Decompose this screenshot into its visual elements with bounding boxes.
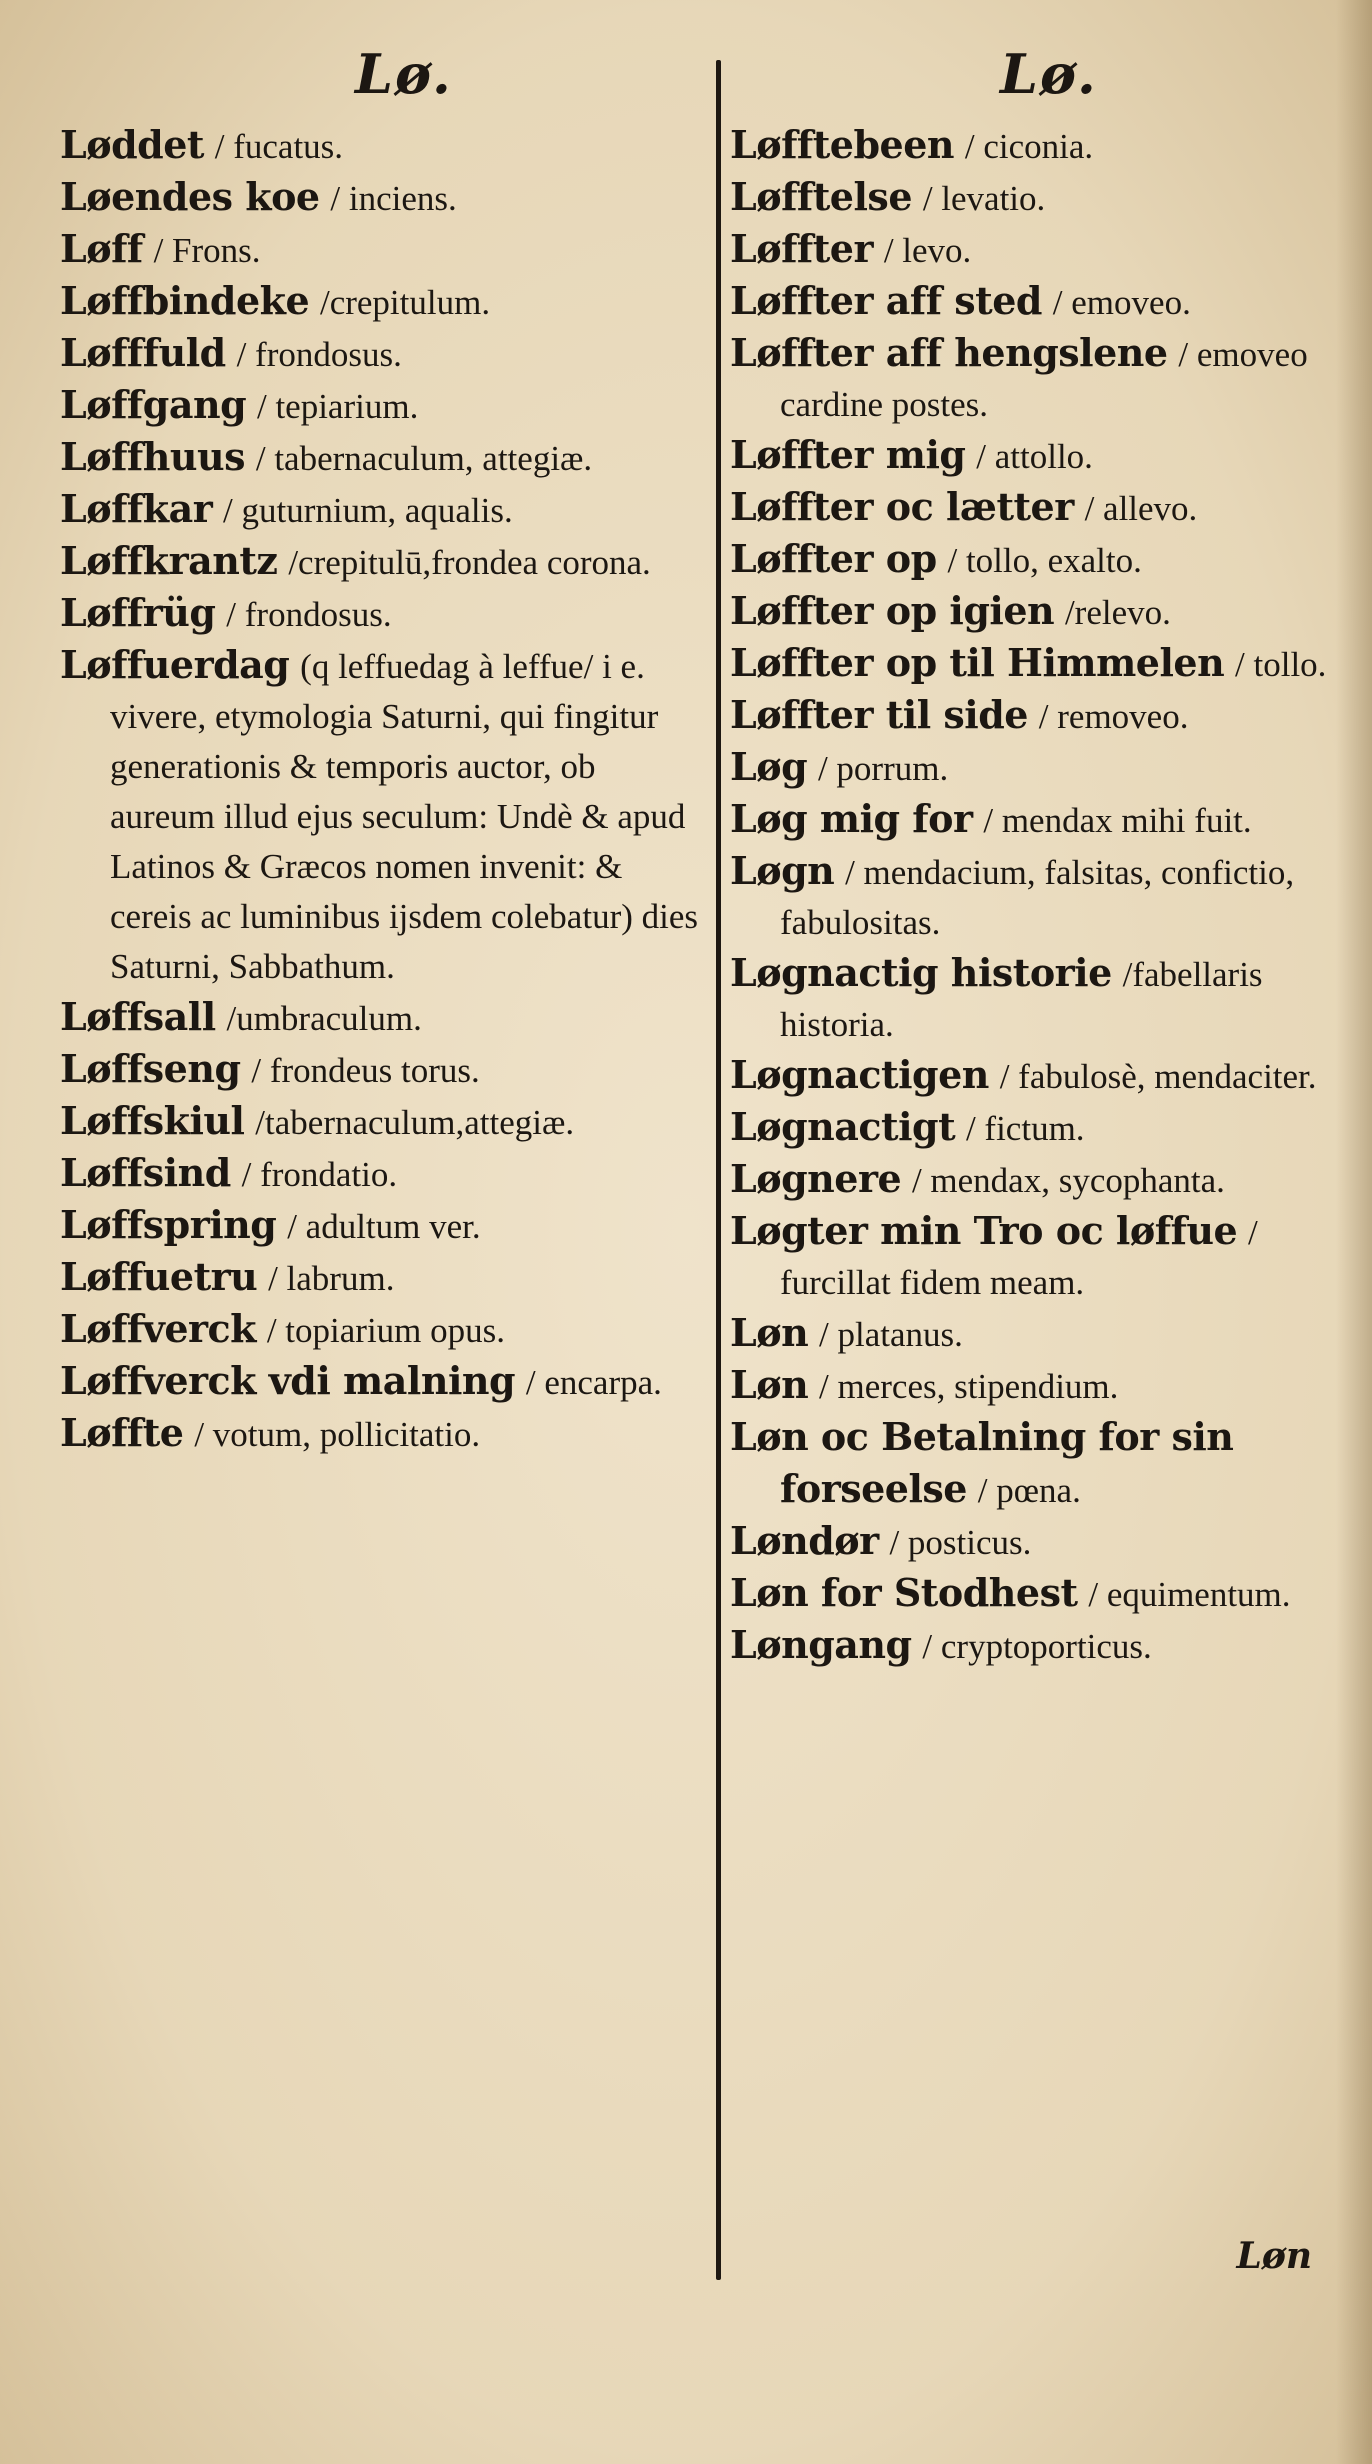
headword: Løndør (730, 1518, 879, 1563)
translation: / Frons. (153, 231, 261, 270)
page-edge-shadow (1336, 0, 1372, 2464)
headword: Løffverck (60, 1306, 257, 1351)
dictionary-entry (730, 1516, 1340, 1568)
dictionary-entry (60, 172, 700, 224)
dictionary-entry (60, 328, 700, 380)
translation: / labrum. (268, 1259, 395, 1298)
dictionary-entry (730, 1154, 1340, 1206)
translation: / levatio. (922, 179, 1046, 218)
dictionary-entry (730, 534, 1340, 586)
translation: / tollo, exalto. (947, 541, 1142, 580)
dictionary-entry (730, 948, 1340, 1050)
running-head-right: Lø. (1000, 42, 1098, 106)
headword: Løgter min Tro oc løffue (730, 1208, 1238, 1253)
translation: / inciens. (330, 179, 457, 218)
dictionary-entry (60, 224, 700, 276)
translation: / tollo. (1235, 645, 1327, 684)
headword: Løffseng (60, 1046, 241, 1091)
headword: Løg (730, 744, 808, 789)
translation: / removeo. (1038, 697, 1189, 736)
headword: Løn oc Betalning for sin forseelse (730, 1414, 1234, 1511)
dictionary-entry (60, 1200, 700, 1252)
translation: / adultum ver. (287, 1207, 481, 1246)
headword: Løffter op (730, 536, 937, 581)
headword: Løgnactigt (730, 1104, 956, 1149)
dictionary-entry (730, 1412, 1340, 1516)
headword: Løffte (60, 1410, 184, 1455)
translation: / levo. (883, 231, 972, 270)
translation: / fictum. (965, 1109, 1085, 1148)
translation: / frondosus. (226, 595, 392, 634)
dictionary-entry (60, 1356, 700, 1408)
translation: / mendax, sycophanta. (911, 1161, 1225, 1200)
dictionary-entry (730, 1050, 1340, 1102)
translation: / allevo. (1084, 489, 1198, 528)
dictionary-entry (60, 536, 700, 588)
headword: Løgn (730, 848, 835, 893)
translation: / furcillat fidem meam. (780, 1213, 1258, 1302)
headword: Løffsall (60, 994, 216, 1039)
dictionary-entry (60, 276, 700, 328)
translation: /tabernaculum,attegiæ. (255, 1103, 575, 1142)
headword: Løffverck vdi malning (60, 1358, 516, 1403)
dictionary-entry (730, 172, 1340, 224)
headword: Løffhuus (60, 434, 246, 479)
headword: Løffskiul (60, 1098, 245, 1143)
headword: Løffter til side (730, 692, 1028, 737)
left-column (60, 120, 700, 1460)
dictionary-entry (730, 430, 1340, 482)
headword: Løn (730, 1310, 809, 1355)
dictionary-entry (60, 1408, 700, 1460)
dictionary-entry (60, 380, 700, 432)
translation: / mendax mihi fuit. (983, 801, 1252, 840)
dictionary-entry (60, 120, 700, 172)
translation: /umbraculum. (226, 999, 422, 1038)
dictionary-entry (60, 1044, 700, 1096)
headword: Løffrüg (60, 590, 216, 635)
dictionary-entry (730, 1102, 1340, 1154)
translation: (q leffuedag à leffue/ i e. vivere, etymologia Saturni, qui fingitur generationis & temporis auctor, ob aureum illud ejus seculum: Undè & apud Latinos & Græcos nomen invenit: & cereis ac luminibus ijsdem colebatur) dies Saturni, Sabbathum. (110, 647, 699, 986)
translation: / encarpa. (525, 1363, 662, 1402)
catchword: Løn (1236, 2235, 1312, 2277)
headword: Løffkrantz (60, 538, 278, 583)
headword: Løg mig for (730, 796, 973, 841)
dictionary-entry (730, 586, 1340, 638)
headword: Løfftelse (730, 174, 912, 219)
headword: Løffuerdag (60, 642, 290, 687)
headword: Løff (60, 226, 143, 271)
translation: / fucatus. (214, 127, 344, 166)
translation: / ciconia. (964, 127, 1094, 166)
translation: / emoveo. (1052, 283, 1191, 322)
dictionary-entry (730, 846, 1340, 948)
translation: / fabulosè, mendaciter. (999, 1057, 1317, 1096)
dictionary-entry (60, 1096, 700, 1148)
translation: /relevo. (1064, 593, 1171, 632)
dictionary-entry (730, 224, 1340, 276)
headword: Løgnere (730, 1156, 902, 1201)
dictionary-entry (730, 120, 1340, 172)
dictionary-entry (730, 638, 1340, 690)
translation: /crepitulum. (319, 283, 491, 322)
dictionary-entry (60, 432, 700, 484)
translation: / porrum. (817, 749, 949, 788)
dictionary-entry (730, 1206, 1340, 1308)
headword: Løffkar (60, 486, 213, 531)
headword: Løffspring (60, 1202, 277, 1247)
translation: / votum, pollicitatio. (194, 1415, 481, 1454)
headword: Løngang (730, 1622, 912, 1667)
translation: / tepiarium. (256, 387, 419, 426)
dictionary-entry (60, 1252, 700, 1304)
headword: Løffter aff sted (730, 278, 1042, 323)
dictionary-entry (60, 1304, 700, 1356)
translation: / pœna. (977, 1471, 1081, 1510)
dictionary-entry (730, 482, 1340, 534)
headword: Løn (730, 1362, 809, 1407)
headword: Løgnactigen (730, 1052, 989, 1097)
translation: / frondeus torus. (251, 1051, 480, 1090)
headword: Løffter op til Himmelen (730, 640, 1225, 685)
dictionary-entry (730, 1308, 1340, 1360)
translation: / guturnium, aqualis. (223, 491, 513, 530)
dictionary-entry (730, 1360, 1340, 1412)
translation: / attollo. (976, 437, 1093, 476)
translation: / platanus. (819, 1315, 963, 1354)
column-divider (716, 60, 721, 2280)
translation: / posticus. (889, 1523, 1032, 1562)
headword: Løddet (60, 122, 204, 167)
dictionary-entry (730, 328, 1340, 430)
headword: Løffsind (60, 1150, 231, 1195)
translation: / mendacium, falsitas, confictio, fabulositas. (780, 853, 1295, 942)
translation: / emoveo cardine postes. (780, 335, 1308, 424)
headword: Løfffuld (60, 330, 226, 375)
headword: Løendes koe (60, 174, 320, 219)
dictionary-entry (60, 992, 700, 1044)
dictionary-entry (730, 742, 1340, 794)
dictionary-entry (730, 794, 1340, 846)
dictionary-entry (60, 1148, 700, 1200)
translation: / topiarium opus. (266, 1311, 506, 1350)
running-head-left: Lø. (355, 42, 453, 106)
dictionary-entry (60, 484, 700, 536)
dictionary-entry (730, 276, 1340, 328)
translation: / merces, stipendium. (819, 1367, 1119, 1406)
translation: / frondatio. (241, 1155, 398, 1194)
headword: Løffuetru (60, 1254, 258, 1299)
translation: / frondosus. (236, 335, 402, 374)
translation: / tabernaculum, attegiæ. (255, 439, 593, 478)
right-column (730, 120, 1340, 1672)
translation: /crepitulū,frondea corona. (288, 543, 651, 582)
headword: Løffbindeke (60, 278, 310, 323)
headword: Løffter oc lætter (730, 484, 1074, 529)
translation: /fabellaris historia. (780, 955, 1263, 1044)
headword: Løffter op igien (730, 588, 1055, 633)
dictionary-entry (730, 690, 1340, 742)
headword: Løffter aff hengslene (730, 330, 1168, 375)
dictionary-entry (730, 1620, 1340, 1672)
headword: Løffter (730, 226, 874, 271)
dictionary-entry (60, 640, 700, 992)
translation: / cryptoporticus. (922, 1627, 1152, 1666)
headword: Løfftebeen (730, 122, 955, 167)
headword: Løffgang (60, 382, 247, 427)
dictionary-entry (60, 588, 700, 640)
translation: / equimentum. (1088, 1575, 1291, 1614)
headword: Løgnactig historie (730, 950, 1112, 995)
dictionary-entry (730, 1568, 1340, 1620)
headword: Løn for Stodhest (730, 1570, 1078, 1615)
headword: Løffter mig (730, 432, 966, 477)
